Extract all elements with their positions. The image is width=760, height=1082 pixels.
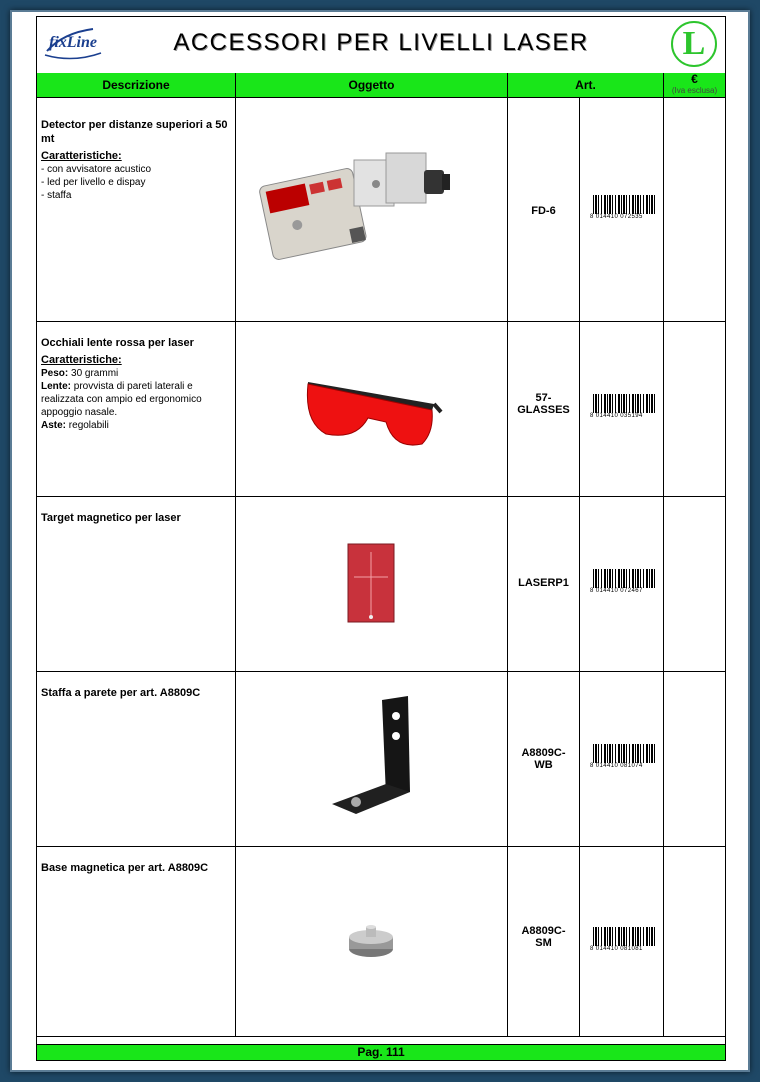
barcode (590, 569, 656, 597)
article-code-cell (508, 322, 580, 496)
features-label: Caratteristiche: (41, 150, 122, 162)
price-cell (664, 847, 725, 1036)
article-code-line: SM (535, 937, 552, 949)
feature-line: - con avvisatore acustico (41, 164, 152, 175)
product-title: Staffa a parete per art. A8809C (41, 687, 201, 699)
price-cell (664, 322, 725, 496)
feature-line: - led per livello e dispay (41, 177, 146, 188)
page-header (37, 17, 725, 74)
object-cell (236, 322, 508, 496)
barcode-digits: 8 014410 072467 (590, 588, 660, 594)
features-label: Caratteristiche: (41, 354, 122, 366)
barcode-digits: 8 014410 081081 (590, 946, 660, 952)
object-cell (236, 497, 508, 671)
price-cell (664, 98, 725, 321)
product-title: Target magnetico per laser (41, 512, 181, 524)
object-cell (236, 98, 508, 321)
barcode-bars (593, 927, 655, 947)
description-cell (37, 98, 236, 321)
description-cell (37, 322, 236, 496)
table-row (37, 497, 725, 672)
article-code-cell (508, 497, 580, 671)
table-row (37, 322, 725, 497)
barcode-bars (593, 394, 655, 414)
lente-value: provvista di pareti laterali e realizzata con ampio ed ergonomico appoggio nasale. (41, 381, 202, 418)
aste-label: Aste: (41, 420, 67, 431)
description-cell (37, 497, 236, 671)
page-title: ACCESSORI PER LIVELLI LASER (173, 29, 589, 56)
page-footer: Pag. 111 (37, 1044, 725, 1060)
article-code (508, 392, 579, 416)
product-title: Detector per distanze superiori a 50 mt (41, 119, 228, 145)
column-header-euro (664, 73, 725, 97)
product-title: Base magnetica per art. A8809C (41, 862, 209, 874)
laser-detector-image (236, 98, 508, 322)
article-code-line: WB (534, 759, 553, 771)
description-cell (37, 847, 236, 1036)
article-code-line: A8809C- (521, 747, 566, 759)
euro-symbol: € (691, 72, 698, 86)
barcode (590, 195, 656, 223)
lente-label: Lente: (41, 381, 71, 392)
barcode-cell (580, 672, 664, 846)
feature-line (41, 419, 231, 432)
peso-value: 30 grammi (71, 368, 119, 379)
barcode (590, 927, 656, 955)
price-cell (664, 497, 725, 671)
feature-line: - staffa (41, 190, 72, 201)
article-code: LASERP1 (518, 577, 569, 589)
barcode-bars (593, 569, 655, 589)
barcode (590, 744, 656, 772)
iva-note: (Iva esclusa) (671, 86, 718, 95)
aste-value: regolabili (68, 420, 109, 431)
feature-line (41, 380, 231, 419)
table-row (37, 847, 725, 1037)
red-laser-glasses-image (236, 322, 508, 497)
column-header-descrizione: Descrizione (37, 73, 236, 97)
catalog-sheet (36, 16, 726, 1061)
table-row (37, 98, 725, 322)
page-frame (10, 10, 750, 1072)
article-code-cell (508, 98, 580, 321)
article-code (508, 925, 579, 949)
barcode-digits: 8 014410 072535 (590, 214, 660, 220)
table-header (37, 73, 725, 98)
peso-label: Peso: (41, 368, 69, 379)
article-code-line: 57- (535, 392, 552, 404)
price-cell (664, 672, 725, 846)
article-code-line: GLASSES (517, 404, 570, 416)
article-code-cell (508, 672, 580, 846)
object-cell (236, 672, 508, 846)
column-header-oggetto: Oggetto (236, 73, 508, 97)
magnetic-target-image (236, 497, 508, 672)
article-code: FD-6 (531, 205, 556, 217)
barcode-digits: 8 014410 035194 (590, 413, 660, 419)
object-cell (236, 847, 508, 1036)
wall-bracket-image (236, 672, 508, 847)
column-header-art: Art. (508, 73, 664, 97)
article-code-line: A8809C- (521, 925, 566, 937)
barcode-digits: 8 014410 081074 (590, 763, 660, 769)
article-code (508, 747, 579, 771)
product-title: Occhiali lente rossa per laser (41, 337, 194, 349)
barcode (590, 394, 656, 422)
barcode-cell (580, 847, 664, 1036)
barcode-cell (580, 98, 664, 321)
feature-line (41, 367, 231, 380)
barcode-cell (580, 497, 664, 671)
barcode-cell (580, 322, 664, 496)
magnetic-base-image (236, 847, 508, 1037)
l-brand-logo: L (671, 21, 717, 67)
fixline-logo-text: fixLine (49, 34, 97, 51)
description-cell (37, 672, 236, 846)
article-code-cell (508, 847, 580, 1036)
barcode-bars (593, 744, 655, 764)
table-row (37, 672, 725, 847)
barcode-bars (593, 195, 655, 215)
